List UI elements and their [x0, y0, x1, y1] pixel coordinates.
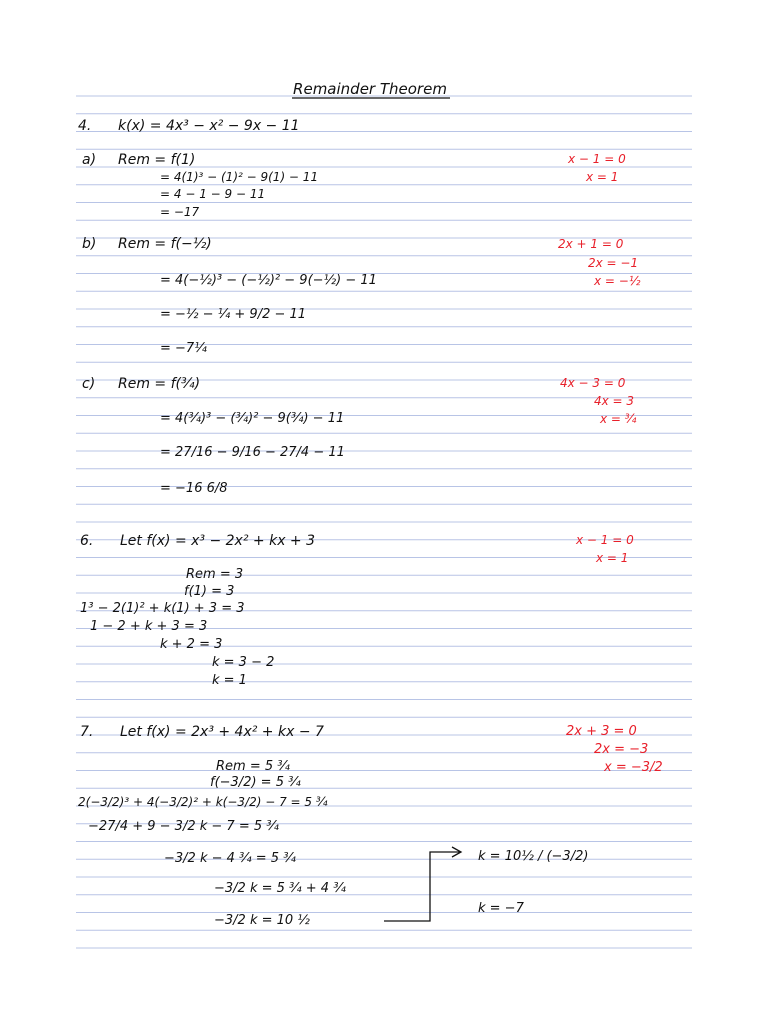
q7-number: 7.: [80, 724, 94, 740]
q7-line-1: Rem = 5 ¾: [216, 759, 290, 774]
q6-function: Let f(x) = x³ − 2x² + kx + 3: [120, 533, 316, 549]
q4c-line-2: = 4(¾)³ − (¾)² − 9(¾) − 11: [160, 411, 345, 426]
q4a-line-3: = 4 − 1 − 9 − 11: [160, 187, 266, 201]
q4c-line-1: Rem = f(¾): [118, 376, 201, 392]
q4b-label: b): [82, 236, 97, 252]
q4b-line-4: = −7¼: [160, 341, 207, 356]
q4c-line-3: = 27/16 − 9/16 − 27/4 − 11: [160, 445, 345, 460]
q4a-label: a): [82, 152, 97, 168]
q4a-note-1: x − 1 = 0: [568, 152, 626, 166]
q4b-line-2: = 4(−½)³ − (−½)² − 9(−½) − 11: [160, 273, 377, 288]
q6-line-7: k = 1: [212, 673, 247, 688]
q6-line-4: 1 − 2 + k + 3 = 3: [90, 619, 208, 634]
q4-number: 4.: [78, 118, 92, 134]
connector-arrow: [384, 852, 460, 921]
q6-line-5: k + 2 = 3: [160, 637, 223, 652]
q6-note-1: x − 1 = 0: [576, 533, 634, 547]
q7-side-line-2: k = −7: [478, 901, 524, 916]
q6-line-3: 1³ − 2(1)² + k(1) + 3 = 3: [80, 601, 245, 616]
q7-note-2: 2x = −3: [594, 742, 649, 757]
q7-function: Let f(x) = 2x³ + 4x² + kx − 7: [120, 724, 324, 740]
q4b-line-3: = −½ − ¼ + 9/2 − 11: [160, 307, 307, 322]
q4a-note-2: x = 1: [586, 170, 619, 184]
q4c-line-4: = −16 6/8: [160, 481, 228, 496]
q7-line-3: 2(−3/2)³ + 4(−3/2)² + k(−3/2) − 7 = 5 ¾: [78, 795, 328, 809]
q6-line-2: f(1) = 3: [184, 584, 235, 599]
q4a-line-1: Rem = f(1): [118, 152, 196, 168]
q6-note-2: x = 1: [596, 551, 629, 565]
q4b-note-2: 2x = −1: [588, 256, 639, 270]
q4-function: k(x) = 4x³ − x² − 9x − 11: [118, 118, 300, 134]
q4c-label: c): [82, 376, 96, 392]
q7-line-6: −3/2 k = 5 ¾ + 4 ¾: [214, 881, 346, 896]
q7-note-1: 2x + 3 = 0: [566, 724, 637, 739]
q4b-note-1: 2x + 1 = 0: [558, 237, 624, 251]
q4c-note-2: 4x = 3: [594, 394, 635, 408]
q6-number: 6.: [80, 533, 94, 549]
q4a-line-4: = −17: [160, 205, 200, 219]
q4b-note-3: x = −½: [594, 274, 641, 288]
q6-line-1: Rem = 3: [186, 567, 244, 582]
q7-line-7: −3/2 k = 10 ½: [214, 913, 310, 928]
q6-line-6: k = 3 − 2: [212, 655, 275, 670]
q7-side-line-1: k = 10½ / (−3/2): [478, 849, 589, 864]
q4c-note-3: x = ¾: [600, 412, 637, 426]
q4a-line-2: = 4(1)³ − (1)² − 9(1) − 11: [160, 170, 319, 184]
q7-line-4: −27/4 + 9 − 3/2 k − 7 = 5 ¾: [88, 819, 279, 834]
q7-line-5: −3/2 k − 4 ¾ = 5 ¾: [164, 851, 296, 866]
q7-note-3: x = −3/2: [604, 760, 663, 775]
page-title: Remainder Theorem: [293, 80, 447, 98]
q4b-line-1: Rem = f(−½): [118, 236, 212, 252]
q4c-note-1: 4x − 3 = 0: [560, 376, 626, 390]
q7-line-2: f(−3/2) = 5 ¾: [210, 775, 301, 790]
